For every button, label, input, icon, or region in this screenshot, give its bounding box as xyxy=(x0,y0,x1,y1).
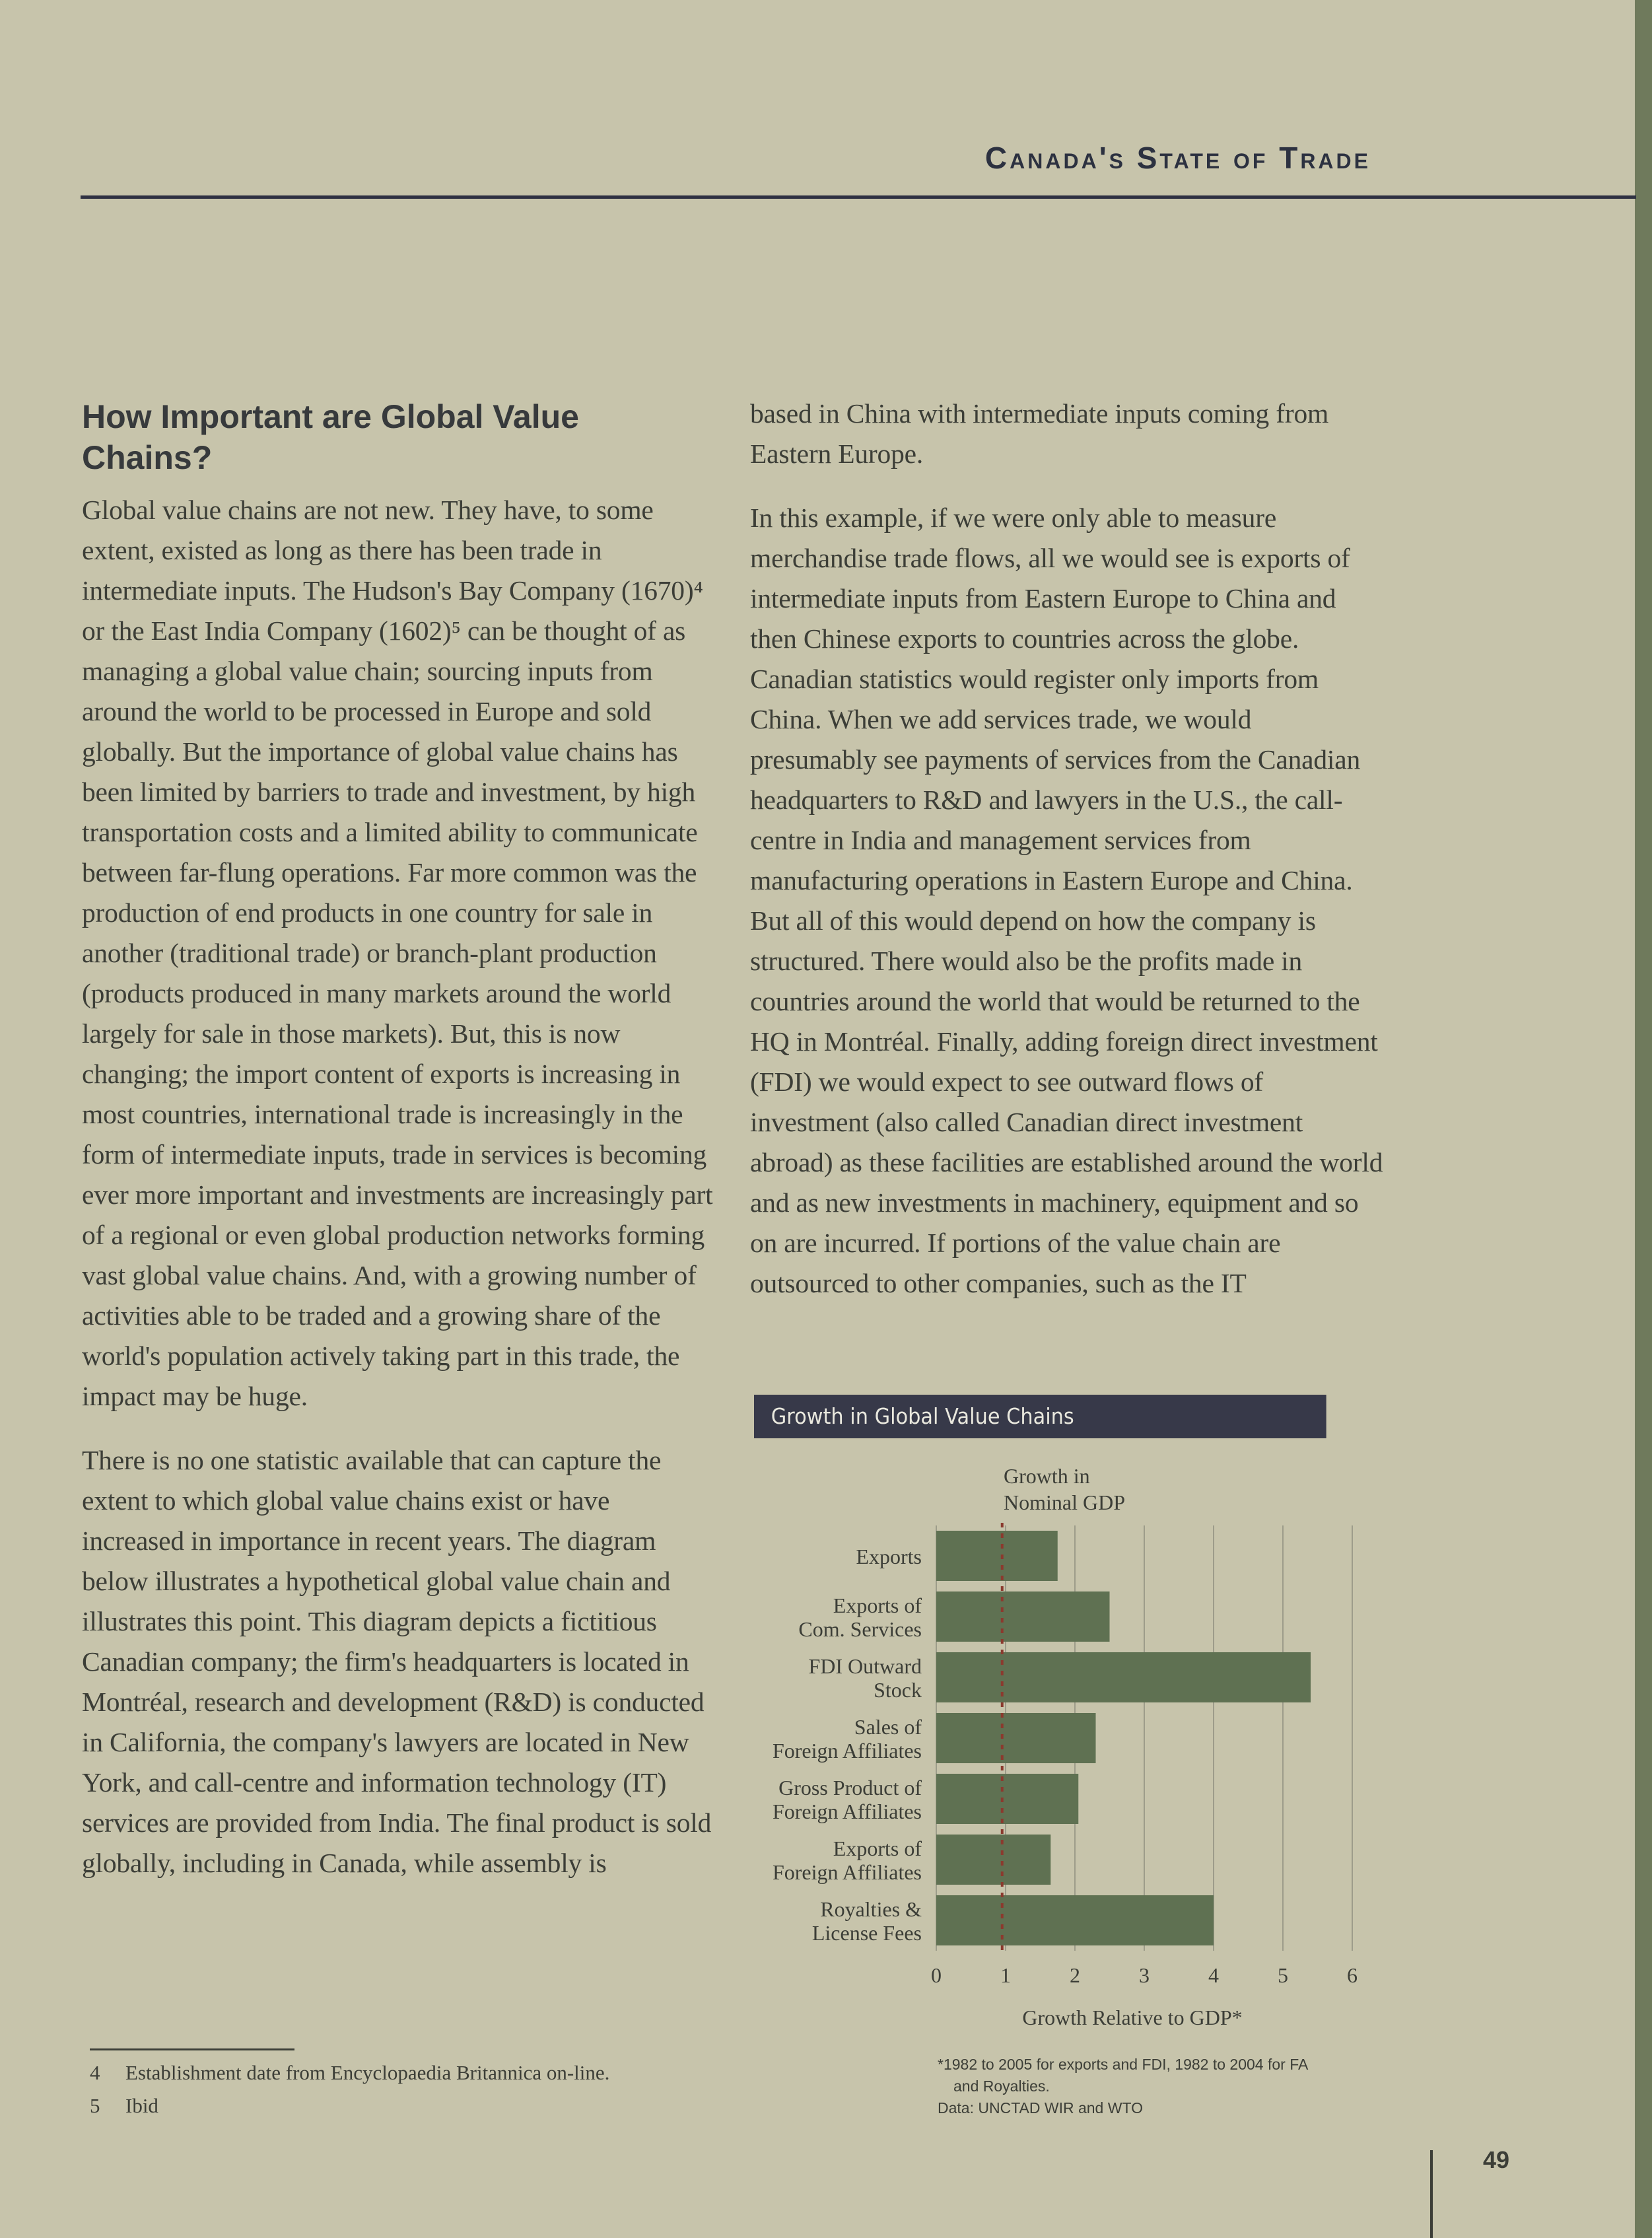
section-heading: How Important are Global Value Chains? xyxy=(82,398,579,476)
category-label-4-1: Foreign Affiliates xyxy=(772,1800,922,1823)
chart-note-line-2: and Royalties. xyxy=(953,2078,1050,2095)
footnote-5: 5 Ibid xyxy=(90,2094,158,2117)
chart-note-source: Data: UNCTAD WIR and WTO xyxy=(938,2099,1143,2116)
running-header: Canada's State of Trade xyxy=(984,141,1371,175)
right-column xyxy=(750,394,1384,1327)
footnote-rule xyxy=(90,2048,294,2050)
chart-note xyxy=(938,2054,1360,2119)
category-label-5-0: Exports of xyxy=(833,1836,922,1860)
footnote-4: 4 Establishment date from Encyclopaedia Britannica on-line. xyxy=(90,2061,610,2084)
reference-label-line-1: Growth in xyxy=(1004,1464,1090,1488)
right-paragraph-1: based in China with intermediate inputs coming from Eastern Europe. xyxy=(750,398,1329,469)
reference-label-line-2: Nominal GDP xyxy=(1004,1490,1125,1514)
x-axis-label: Growth Relative to GDP* xyxy=(1022,2006,1243,2029)
category-label-4-0: Gross Product of xyxy=(778,1776,922,1800)
chart-title: Growth in Global Value Chains xyxy=(754,1395,1326,1438)
left-paragraph-1: Global value chains are not new. They have, to some extent, existed as long as there has been trade in intermediate inputs. The Hudson's Bay Company (1670)⁴ or the East India Company (1602)⁵ can be thought of as managing a global value chain; sourcing inputs from around the world to be processed in Europe and sold globally. But the importance of global value chains has been limited by barriers to trade and investment, by high transportation costs and a limited ability to communicate between far-flung operations. Far more common was the production of end products in one country for sale in another (traditional trade) or branch-plant production (products produced in many markets around the world largely for sale in those markets). But, this is now changing; the import content of exports is increasing in most countries, international trade is increasingly in the form of intermediate inputs, trade in services is becoming ever more important and investments are increasingly part of a regional or even global production networks forming vast global value chains. And, with a growing number of activities able to be traded and a growing share of the world's population actively taking part in this trade, the impact may be huge. xyxy=(82,495,713,1411)
bar-3 xyxy=(936,1713,1096,1763)
page-edge-shadow xyxy=(1635,0,1652,2238)
tick-label-6: 6 xyxy=(1347,1963,1358,1987)
bar-0 xyxy=(936,1531,1058,1581)
tick-label-0: 0 xyxy=(931,1963,942,1987)
bar-1 xyxy=(936,1591,1110,1642)
category-label-3-1: Foreign Affiliates xyxy=(772,1739,922,1763)
category-label-3-0: Sales of xyxy=(854,1715,922,1739)
category-label-0-0: Exports xyxy=(856,1545,922,1568)
page-number: 49 xyxy=(1483,2146,1510,2173)
tick-label-4: 4 xyxy=(1208,1963,1219,1987)
category-label-5-1: Foreign Affiliates xyxy=(772,1860,922,1884)
category-label-2-1: Stock xyxy=(874,1678,922,1702)
bar-5 xyxy=(936,1835,1050,1885)
chart-note-line-1: *1982 to 2005 for exports and FDI, 1982 to 2004 for FA xyxy=(938,2056,1309,2073)
right-paragraph-2: In this example, if we were only able to measure merchandise trade flows, all we would see is exports of intermediate inputs from Eastern Europe to China and then Chinese exports to countries across the globe. Canadian statistics would register only imports from China. When we add services trade, we would presumably see payments of services from the Canadian headquarters to R&D and lawyers in the U.S., the call-centre in India and management services from manufacturing operations in Eastern Europe and China. But all of this would depend on how the company is structured. There would also be the profits made in countries around the world that would be returned to the HQ in Montréal. Finally, adding foreign direct investment (FDI) we would expect to see outward flows of investment (also called Canadian direct investment abroad) as these facilities are established around the world and as new investments in machinery, equipment and so on are incurred. If portions of the value chain are outsourced to other companies, such as the IT xyxy=(750,503,1383,1298)
left-column xyxy=(82,396,716,1907)
category-label-1-0: Exports of xyxy=(833,1593,922,1617)
category-label-1-1: Com. Services xyxy=(798,1617,922,1641)
tick-label-5: 5 xyxy=(1278,1963,1288,1987)
left-paragraph-2: There is no one statistic available that can capture the extent to which global value chains exist or have increased in importance in recent years. The diagram below illustrates a hypothetical global value chain and illustrates this point. This diagram depicts a fictitious Canadian company; the firm's headquarters is located in Montréal, research and development (R&D) is conducted in California, the company's lawyers are located in New York, and call-centre and information technology (IT) services are provided from India. The final product is sold globally, including in Canada, while assembly is xyxy=(82,1445,712,1878)
header-rule xyxy=(81,195,1636,199)
tick-label-1: 1 xyxy=(1000,1963,1011,1987)
bar-chart xyxy=(726,1453,1387,2034)
bar-4 xyxy=(936,1774,1078,1824)
category-label-2-0: FDI Outward xyxy=(808,1654,922,1678)
bar-2 xyxy=(936,1652,1311,1702)
footnotes xyxy=(90,2056,609,2122)
tick-label-3: 3 xyxy=(1139,1963,1150,1987)
category-label-6-1: License Fees xyxy=(811,1921,922,1945)
bar-6 xyxy=(936,1895,1214,1945)
page-number-rule xyxy=(1430,2150,1433,2238)
tick-label-2: 2 xyxy=(1070,1963,1080,1987)
category-label-6-0: Royalties & xyxy=(820,1897,922,1921)
